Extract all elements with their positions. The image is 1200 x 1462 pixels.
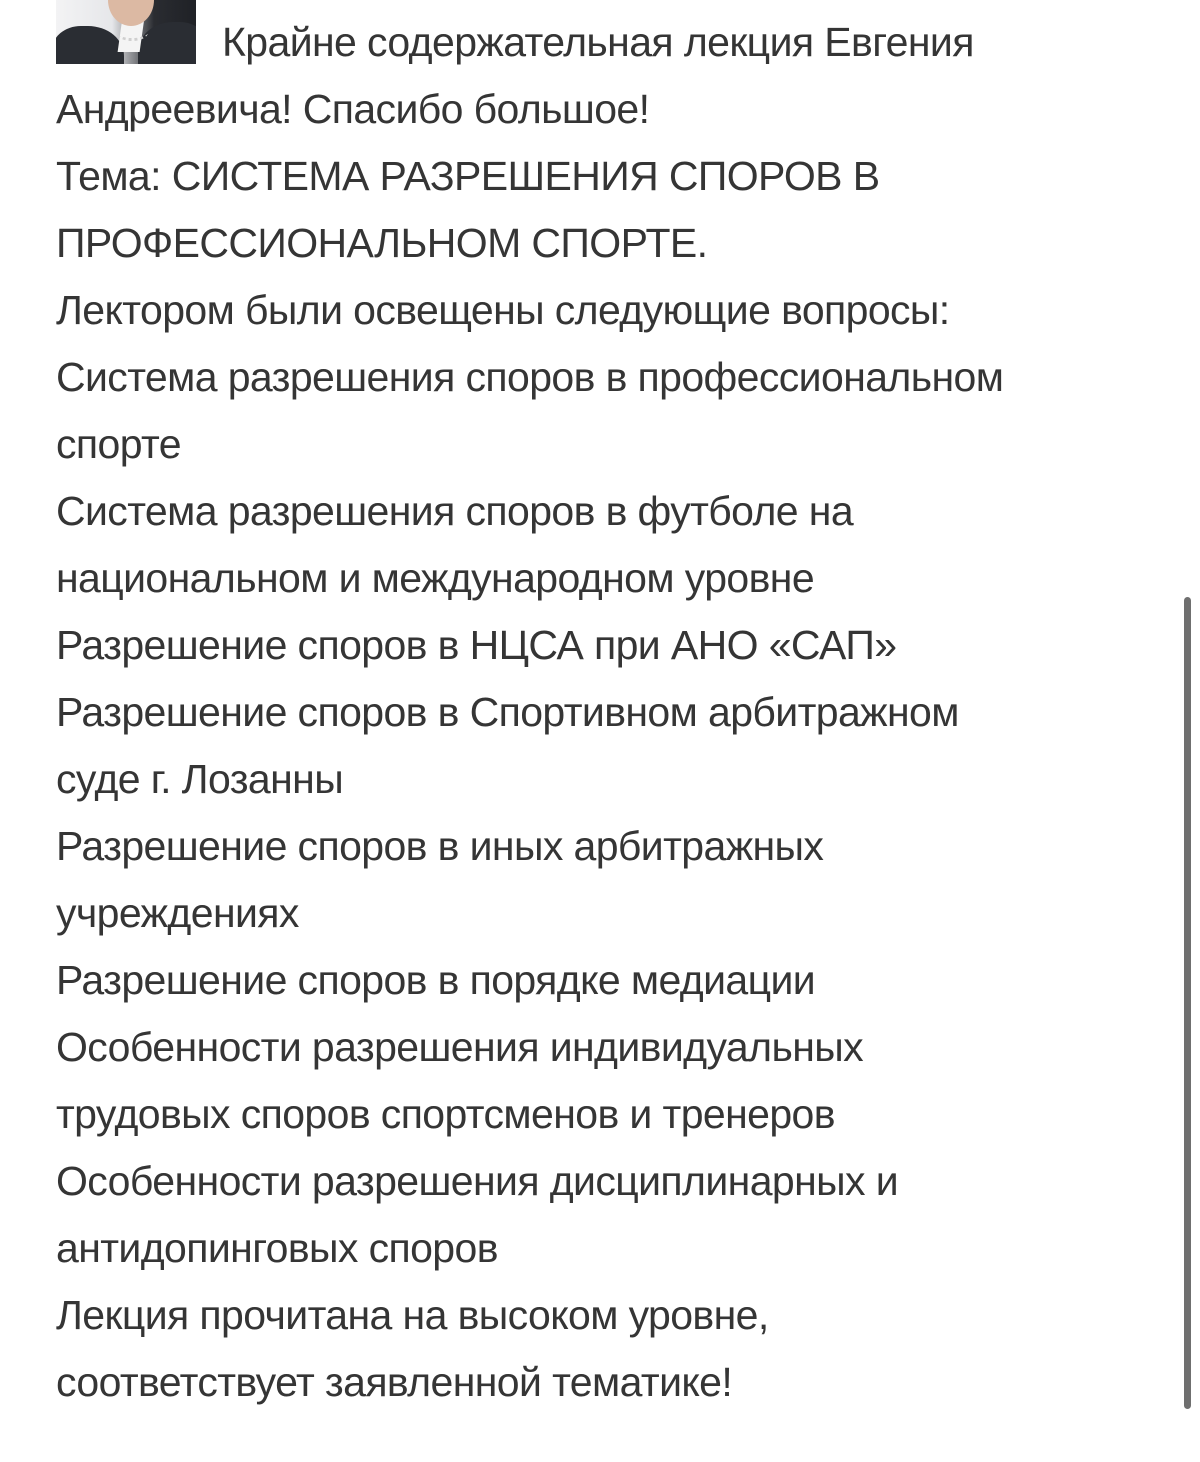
post-text-line: Особенности разрешения дисциплинарных и [56, 1158, 899, 1204]
post-text-line: Андреевича! Спасибо большое! [56, 86, 650, 132]
post-text-line: соответствует заявленной тематике! [56, 1359, 733, 1405]
post-text-line: Лектором были освещены следующие вопросы: [56, 287, 950, 333]
post-text-line: спорте [56, 421, 181, 467]
author-avatar[interactable] [56, 0, 196, 64]
post-text-line: Разрешение споров в иных арбитражных [56, 823, 824, 869]
post-text-line: Система разрешения споров в футболе на [56, 488, 854, 534]
post-text-line: национальном и международном уровне [56, 555, 815, 601]
post-text-line: ПРОФЕССИОНАЛЬНОМ СПОРТЕ. [56, 220, 708, 266]
post-text-line: Крайне содержательная лекция Евгения [222, 19, 974, 65]
post-text-line: учреждениях [56, 890, 299, 936]
post-text-line: Лекция прочитана на высоком уровне, [56, 1292, 769, 1338]
avatar-necklace [116, 24, 148, 41]
post-text-line: Система разрешения споров в профессиональном [56, 354, 1004, 400]
post-text-line: Разрешение споров в Спортивном арбитражном [56, 689, 959, 735]
post-text-line: антидопинговых споров [56, 1225, 498, 1271]
post-text-line: Разрешение споров в НЦСА при АНО «САП» [56, 622, 897, 668]
post-text-line: трудовых споров спортсменов и тренеров [56, 1091, 835, 1137]
vertical-scrollbar[interactable] [1184, 597, 1191, 1409]
post-text-line: Тема: СИСТЕМА РАЗРЕШЕНИЯ СПОРОВ В [56, 153, 880, 199]
post-text-line: Разрешение споров в порядке медиации [56, 957, 816, 1003]
post-text-line: Особенности разрешения индивидуальных [56, 1024, 864, 1070]
post-text-line: суде г. Лозанны [56, 756, 344, 802]
